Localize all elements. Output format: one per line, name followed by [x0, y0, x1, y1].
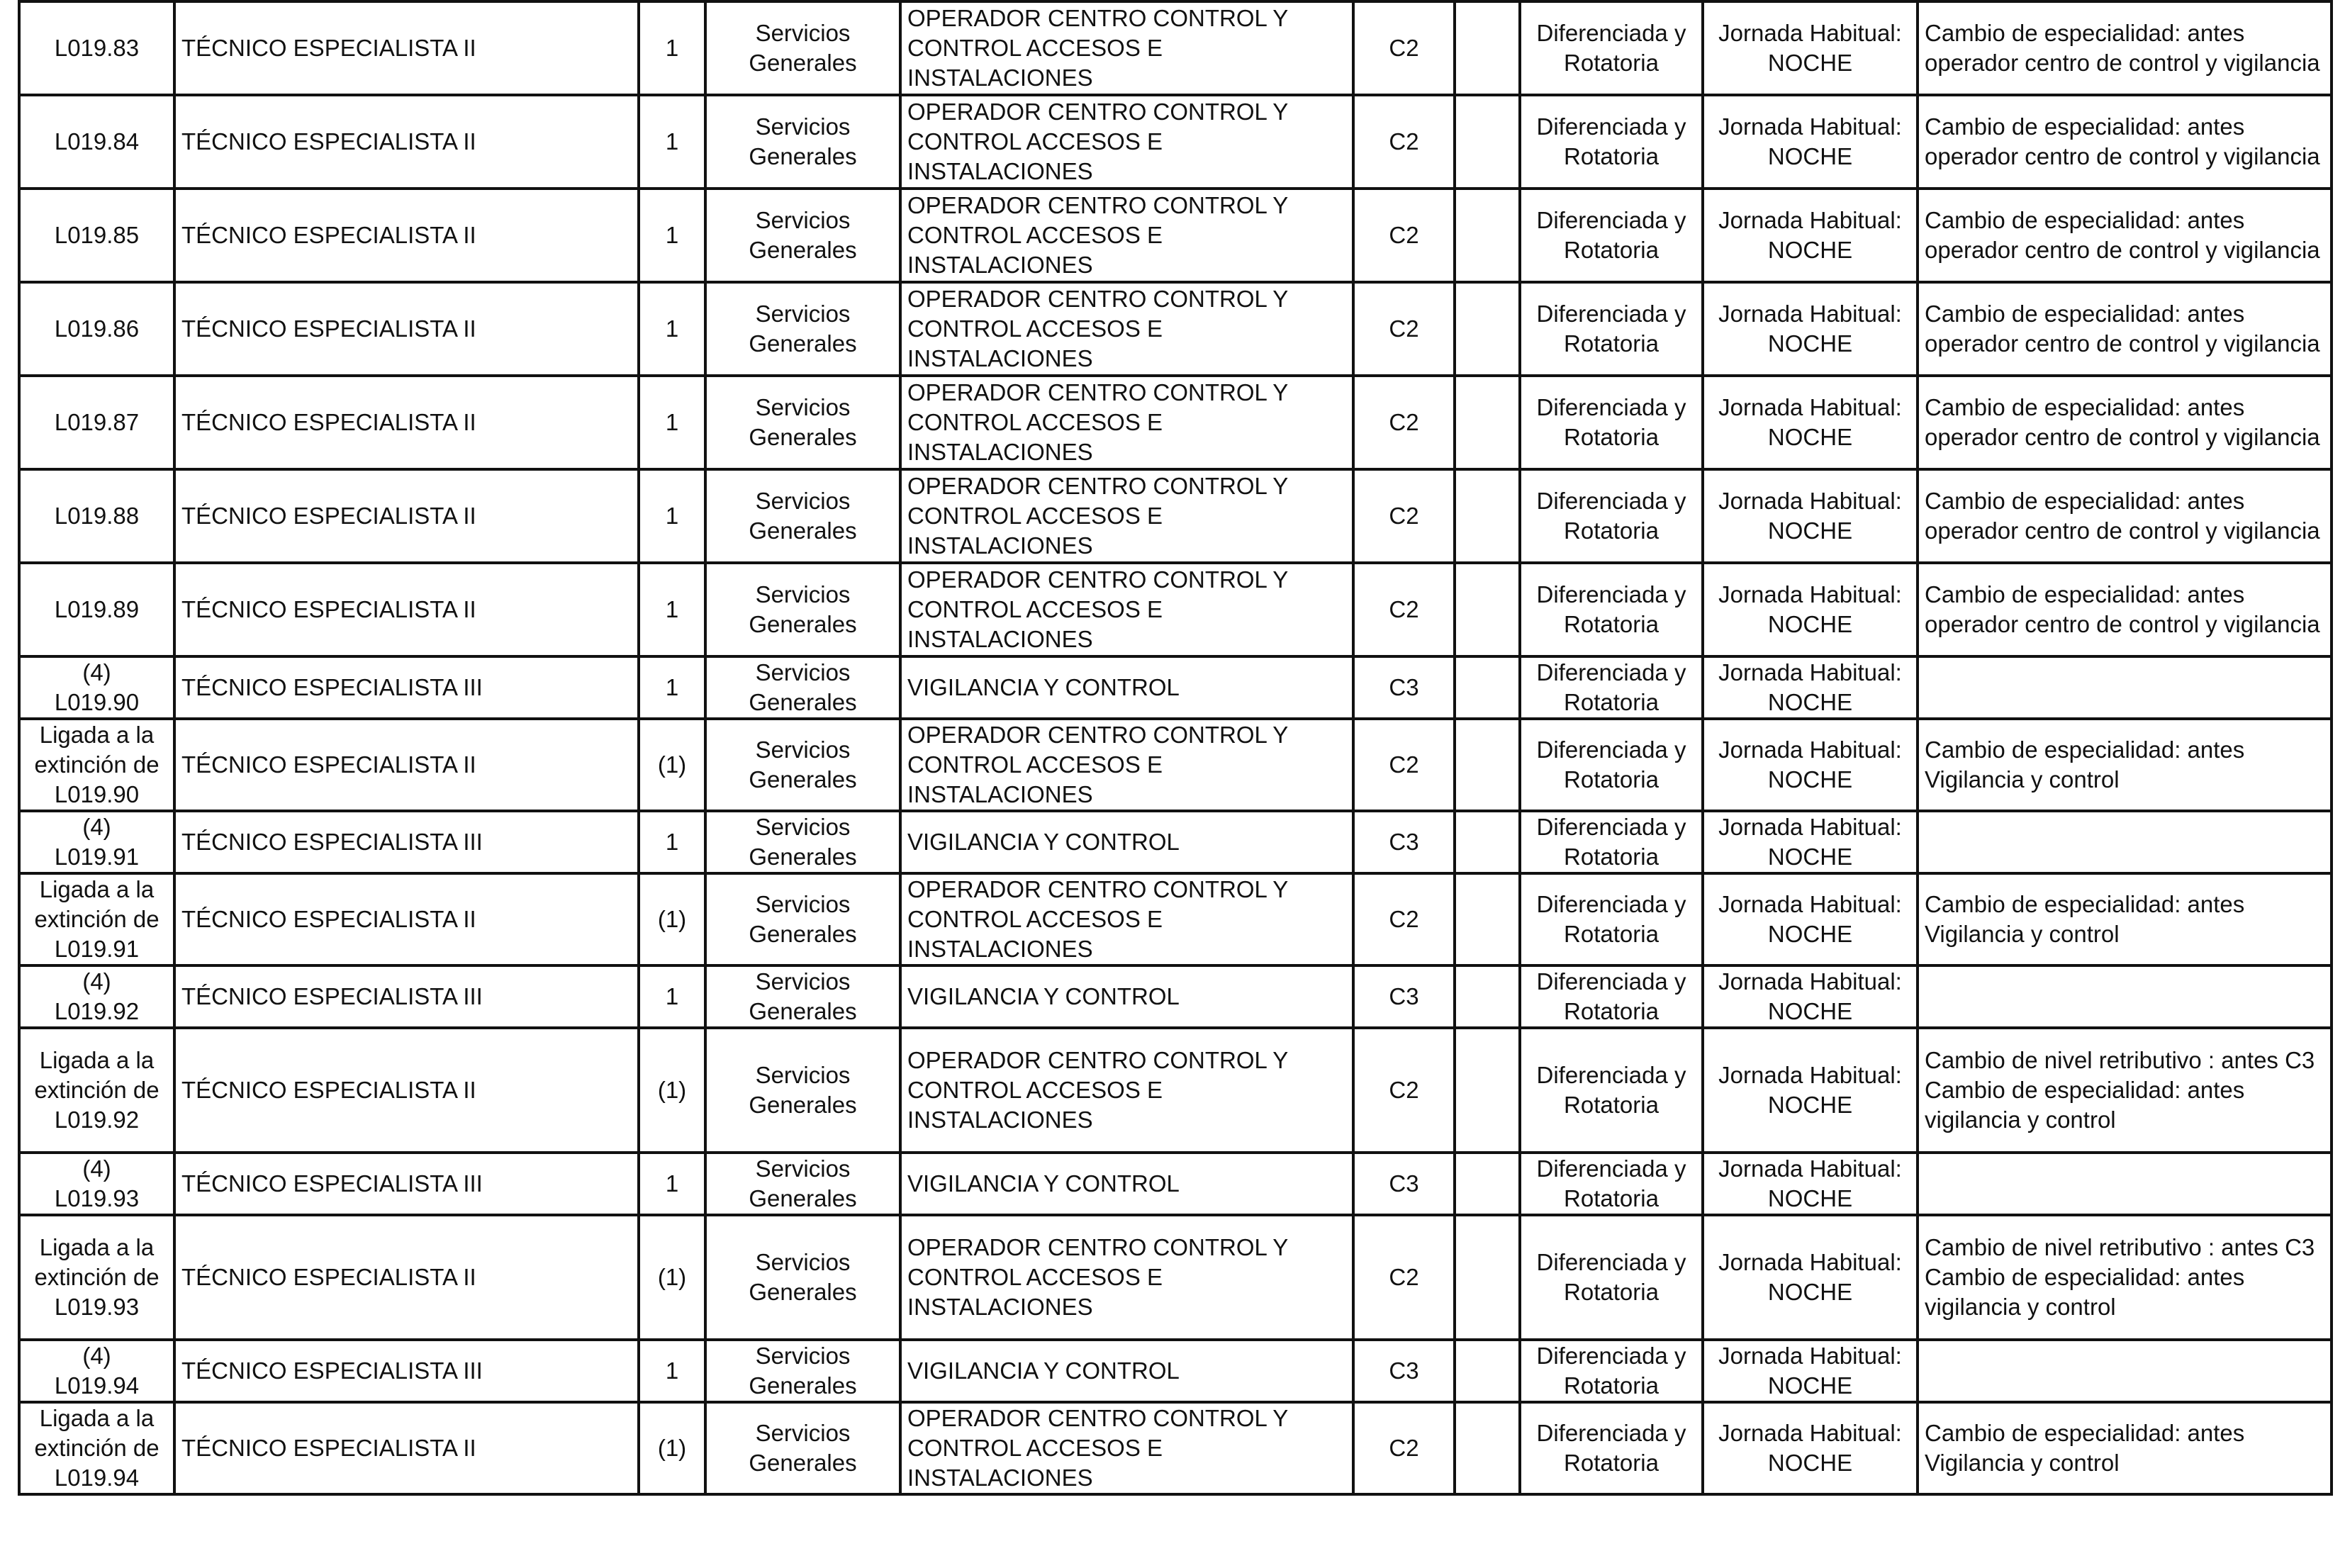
count-cell: 1	[639, 965, 705, 1028]
specialty-cell: VIGILANCIA Y CONTROL	[900, 1153, 1353, 1215]
area-cell: Servicios Generales	[705, 719, 900, 811]
shift-cell: Jornada Habitual: NOCHE	[1703, 282, 1918, 376]
empty-cell	[1455, 1340, 1520, 1402]
count-cell: (1)	[639, 873, 705, 965]
level-cell: C3	[1353, 965, 1455, 1028]
specialty-cell: OPERADOR CENTRO CONTROL Y CONTROL ACCESOS E INSTALACIONES	[900, 1215, 1353, 1340]
area-cell: Servicios Generales	[705, 873, 900, 965]
count-cell: 1	[639, 282, 705, 376]
schedule-cell: Diferenciada y Rotatoria	[1520, 469, 1703, 563]
schedule-cell: Diferenciada y Rotatoria	[1520, 189, 1703, 282]
table-row	[19, 1, 2332, 95]
schedule-cell: Diferenciada y Rotatoria	[1520, 965, 1703, 1028]
count-cell: (1)	[639, 1215, 705, 1340]
shift-cell: Jornada Habitual: NOCHE	[1703, 656, 1918, 719]
notes-cell: Cambio de especialidad: antes operador centro de control y vigilancia	[1918, 189, 2332, 282]
empty-cell	[1455, 719, 1520, 811]
shift-cell: Jornada Habitual: NOCHE	[1703, 95, 1918, 189]
shift-cell: Jornada Habitual: NOCHE	[1703, 1153, 1918, 1215]
table-row	[19, 656, 2332, 719]
category-cell: TÉCNICO ESPECIALISTA II	[174, 1402, 639, 1494]
empty-cell	[1455, 1402, 1520, 1494]
area-cell: Servicios Generales	[705, 1153, 900, 1215]
count-cell: 1	[639, 95, 705, 189]
area-cell: Servicios Generales	[705, 282, 900, 376]
notes-cell	[1918, 1340, 2332, 1402]
shift-cell: Jornada Habitual: NOCHE	[1703, 1, 1918, 95]
specialty-cell: OPERADOR CENTRO CONTROL Y CONTROL ACCESOS E INSTALACIONES	[900, 282, 1353, 376]
schedule-cell: Diferenciada y Rotatoria	[1520, 1153, 1703, 1215]
level-cell: C2	[1353, 1028, 1455, 1153]
count-cell: 1	[639, 189, 705, 282]
schedule-cell: Diferenciada y Rotatoria	[1520, 95, 1703, 189]
table-row	[19, 189, 2332, 282]
category-cell: TÉCNICO ESPECIALISTA II	[174, 469, 639, 563]
position-code-cell: L019.88	[19, 469, 174, 563]
position-code-cell: L019.84	[19, 95, 174, 189]
level-cell: C2	[1353, 282, 1455, 376]
empty-cell	[1455, 656, 1520, 719]
level-cell: C2	[1353, 95, 1455, 189]
position-code-cell: (4) L019.92	[19, 965, 174, 1028]
empty-cell	[1455, 1028, 1520, 1153]
notes-cell: Cambio de especialidad: antes operador centro de control y vigilancia	[1918, 1, 2332, 95]
table-row	[19, 1153, 2332, 1215]
shift-cell: Jornada Habitual: NOCHE	[1703, 563, 1918, 656]
specialty-cell: OPERADOR CENTRO CONTROL Y CONTROL ACCESOS E INSTALACIONES	[900, 1, 1353, 95]
count-cell: 1	[639, 469, 705, 563]
level-cell: C2	[1353, 719, 1455, 811]
count-cell: (1)	[639, 719, 705, 811]
position-code-cell: (4) L019.90	[19, 656, 174, 719]
level-cell: C2	[1353, 1, 1455, 95]
count-cell: 1	[639, 563, 705, 656]
category-cell: TÉCNICO ESPECIALISTA II	[174, 189, 639, 282]
area-cell: Servicios Generales	[705, 563, 900, 656]
table-row	[19, 1340, 2332, 1402]
specialty-cell: OPERADOR CENTRO CONTROL Y CONTROL ACCESOS E INSTALACIONES	[900, 719, 1353, 811]
notes-cell: Cambio de especialidad: antes operador centro de control y vigilancia	[1918, 563, 2332, 656]
count-cell: 1	[639, 811, 705, 873]
empty-cell	[1455, 873, 1520, 965]
category-cell: TÉCNICO ESPECIALISTA III	[174, 1153, 639, 1215]
table-row	[19, 1215, 2332, 1340]
area-cell: Servicios Generales	[705, 965, 900, 1028]
category-cell: TÉCNICO ESPECIALISTA II	[174, 1028, 639, 1153]
level-cell: C2	[1353, 563, 1455, 656]
notes-cell: Cambio de especialidad: antes Vigilancia y control	[1918, 1402, 2332, 1494]
positions-table	[18, 0, 2333, 1496]
category-cell: TÉCNICO ESPECIALISTA III	[174, 1340, 639, 1402]
specialty-cell: VIGILANCIA Y CONTROL	[900, 965, 1353, 1028]
notes-cell: Cambio de especialidad: antes operador centro de control y vigilancia	[1918, 469, 2332, 563]
table-row	[19, 376, 2332, 469]
table-row	[19, 1402, 2332, 1494]
schedule-cell: Diferenciada y Rotatoria	[1520, 1028, 1703, 1153]
notes-cell: Cambio de nivel retributivo : antes C3 Cambio de especialidad: antes vigilancia y control	[1918, 1215, 2332, 1340]
count-cell: (1)	[639, 1028, 705, 1153]
empty-cell	[1455, 282, 1520, 376]
schedule-cell: Diferenciada y Rotatoria	[1520, 563, 1703, 656]
count-cell: 1	[639, 1153, 705, 1215]
position-code-cell: Ligada a la extinción de L019.93	[19, 1215, 174, 1340]
area-cell: Servicios Generales	[705, 1340, 900, 1402]
empty-cell	[1455, 1215, 1520, 1340]
position-code-cell: (4) L019.93	[19, 1153, 174, 1215]
level-cell: C3	[1353, 1340, 1455, 1402]
area-cell: Servicios Generales	[705, 811, 900, 873]
level-cell: C2	[1353, 376, 1455, 469]
shift-cell: Jornada Habitual: NOCHE	[1703, 719, 1918, 811]
count-cell: 1	[639, 1, 705, 95]
level-cell: C2	[1353, 873, 1455, 965]
specialty-cell: VIGILANCIA Y CONTROL	[900, 1340, 1353, 1402]
table-row	[19, 873, 2332, 965]
notes-cell: Cambio de especialidad: antes operador centro de control y vigilancia	[1918, 376, 2332, 469]
empty-cell	[1455, 189, 1520, 282]
notes-cell: Cambio de especialidad: antes Vigilancia y control	[1918, 719, 2332, 811]
schedule-cell: Diferenciada y Rotatoria	[1520, 376, 1703, 469]
category-cell: TÉCNICO ESPECIALISTA II	[174, 282, 639, 376]
count-cell: 1	[639, 376, 705, 469]
empty-cell	[1455, 95, 1520, 189]
area-cell: Servicios Generales	[705, 95, 900, 189]
empty-cell	[1455, 563, 1520, 656]
area-cell: Servicios Generales	[705, 1, 900, 95]
level-cell: C2	[1353, 1402, 1455, 1494]
area-cell: Servicios Generales	[705, 1028, 900, 1153]
table-row	[19, 965, 2332, 1028]
position-code-cell: L019.85	[19, 189, 174, 282]
shift-cell: Jornada Habitual: NOCHE	[1703, 873, 1918, 965]
notes-cell: Cambio de especialidad: antes operador centro de control y vigilancia	[1918, 95, 2332, 189]
table-row	[19, 563, 2332, 656]
table-body	[19, 1, 2332, 1494]
shift-cell: Jornada Habitual: NOCHE	[1703, 1215, 1918, 1340]
shift-cell: Jornada Habitual: NOCHE	[1703, 376, 1918, 469]
empty-cell	[1455, 469, 1520, 563]
category-cell: TÉCNICO ESPECIALISTA II	[174, 719, 639, 811]
position-code-cell: Ligada a la extinción de L019.90	[19, 719, 174, 811]
shift-cell: Jornada Habitual: NOCHE	[1703, 469, 1918, 563]
schedule-cell: Diferenciada y Rotatoria	[1520, 811, 1703, 873]
category-cell: TÉCNICO ESPECIALISTA II	[174, 1215, 639, 1340]
count-cell: 1	[639, 1340, 705, 1402]
specialty-cell: VIGILANCIA Y CONTROL	[900, 656, 1353, 719]
schedule-cell: Diferenciada y Rotatoria	[1520, 1, 1703, 95]
specialty-cell: OPERADOR CENTRO CONTROL Y CONTROL ACCESOS E INSTALACIONES	[900, 873, 1353, 965]
category-cell: TÉCNICO ESPECIALISTA III	[174, 656, 639, 719]
specialty-cell: OPERADOR CENTRO CONTROL Y CONTROL ACCESOS E INSTALACIONES	[900, 95, 1353, 189]
position-code-cell: Ligada a la extinción de L019.91	[19, 873, 174, 965]
level-cell: C3	[1353, 811, 1455, 873]
category-cell: TÉCNICO ESPECIALISTA II	[174, 563, 639, 656]
count-cell: (1)	[639, 1402, 705, 1494]
position-code-cell: Ligada a la extinción de L019.92	[19, 1028, 174, 1153]
specialty-cell: OPERADOR CENTRO CONTROL Y CONTROL ACCESOS E INSTALACIONES	[900, 1402, 1353, 1494]
specialty-cell: OPERADOR CENTRO CONTROL Y CONTROL ACCESOS E INSTALACIONES	[900, 189, 1353, 282]
empty-cell	[1455, 965, 1520, 1028]
specialty-cell: OPERADOR CENTRO CONTROL Y CONTROL ACCESOS E INSTALACIONES	[900, 469, 1353, 563]
table-row	[19, 469, 2332, 563]
notes-cell: Cambio de especialidad: antes operador centro de control y vigilancia	[1918, 282, 2332, 376]
level-cell: C3	[1353, 656, 1455, 719]
level-cell: C2	[1353, 469, 1455, 563]
specialty-cell: OPERADOR CENTRO CONTROL Y CONTROL ACCESOS E INSTALACIONES	[900, 376, 1353, 469]
area-cell: Servicios Generales	[705, 656, 900, 719]
position-code-cell: (4) L019.91	[19, 811, 174, 873]
notes-cell	[1918, 656, 2332, 719]
level-cell: C2	[1353, 1215, 1455, 1340]
notes-cell: Cambio de nivel retributivo : antes C3 Cambio de especialidad: antes vigilancia y control	[1918, 1028, 2332, 1153]
position-code-cell: Ligada a la extinción de L019.94	[19, 1402, 174, 1494]
category-cell: TÉCNICO ESPECIALISTA III	[174, 811, 639, 873]
category-cell: TÉCNICO ESPECIALISTA II	[174, 1, 639, 95]
category-cell: TÉCNICO ESPECIALISTA II	[174, 95, 639, 189]
position-code-cell: L019.89	[19, 563, 174, 656]
specialty-cell: OPERADOR CENTRO CONTROL Y CONTROL ACCESOS E INSTALACIONES	[900, 1028, 1353, 1153]
position-code-cell: (4) L019.94	[19, 1340, 174, 1402]
area-cell: Servicios Generales	[705, 376, 900, 469]
schedule-cell: Diferenciada y Rotatoria	[1520, 656, 1703, 719]
notes-cell	[1918, 1153, 2332, 1215]
notes-cell	[1918, 811, 2332, 873]
category-cell: TÉCNICO ESPECIALISTA II	[174, 376, 639, 469]
shift-cell: Jornada Habitual: NOCHE	[1703, 965, 1918, 1028]
category-cell: TÉCNICO ESPECIALISTA III	[174, 965, 639, 1028]
table-row	[19, 1028, 2332, 1153]
shift-cell: Jornada Habitual: NOCHE	[1703, 1340, 1918, 1402]
empty-cell	[1455, 1, 1520, 95]
shift-cell: Jornada Habitual: NOCHE	[1703, 1028, 1918, 1153]
table-row	[19, 719, 2332, 811]
category-cell: TÉCNICO ESPECIALISTA II	[174, 873, 639, 965]
specialty-cell: VIGILANCIA Y CONTROL	[900, 811, 1353, 873]
area-cell: Servicios Generales	[705, 469, 900, 563]
area-cell: Servicios Generales	[705, 1402, 900, 1494]
shift-cell: Jornada Habitual: NOCHE	[1703, 189, 1918, 282]
empty-cell	[1455, 376, 1520, 469]
schedule-cell: Diferenciada y Rotatoria	[1520, 719, 1703, 811]
level-cell: C3	[1353, 1153, 1455, 1215]
area-cell: Servicios Generales	[705, 1215, 900, 1340]
position-code-cell: L019.83	[19, 1, 174, 95]
schedule-cell: Diferenciada y Rotatoria	[1520, 282, 1703, 376]
schedule-cell: Diferenciada y Rotatoria	[1520, 1402, 1703, 1494]
shift-cell: Jornada Habitual: NOCHE	[1703, 811, 1918, 873]
table-row	[19, 811, 2332, 873]
notes-cell	[1918, 965, 2332, 1028]
specialty-cell: OPERADOR CENTRO CONTROL Y CONTROL ACCESOS E INSTALACIONES	[900, 563, 1353, 656]
position-code-cell: L019.87	[19, 376, 174, 469]
schedule-cell: Diferenciada y Rotatoria	[1520, 873, 1703, 965]
empty-cell	[1455, 1153, 1520, 1215]
notes-cell: Cambio de especialidad: antes Vigilancia y control	[1918, 873, 2332, 965]
empty-cell	[1455, 811, 1520, 873]
table-row	[19, 95, 2332, 189]
level-cell: C2	[1353, 189, 1455, 282]
schedule-cell: Diferenciada y Rotatoria	[1520, 1215, 1703, 1340]
count-cell: 1	[639, 656, 705, 719]
area-cell: Servicios Generales	[705, 189, 900, 282]
schedule-cell: Diferenciada y Rotatoria	[1520, 1340, 1703, 1402]
shift-cell: Jornada Habitual: NOCHE	[1703, 1402, 1918, 1494]
table-row	[19, 282, 2332, 376]
position-code-cell: L019.86	[19, 282, 174, 376]
